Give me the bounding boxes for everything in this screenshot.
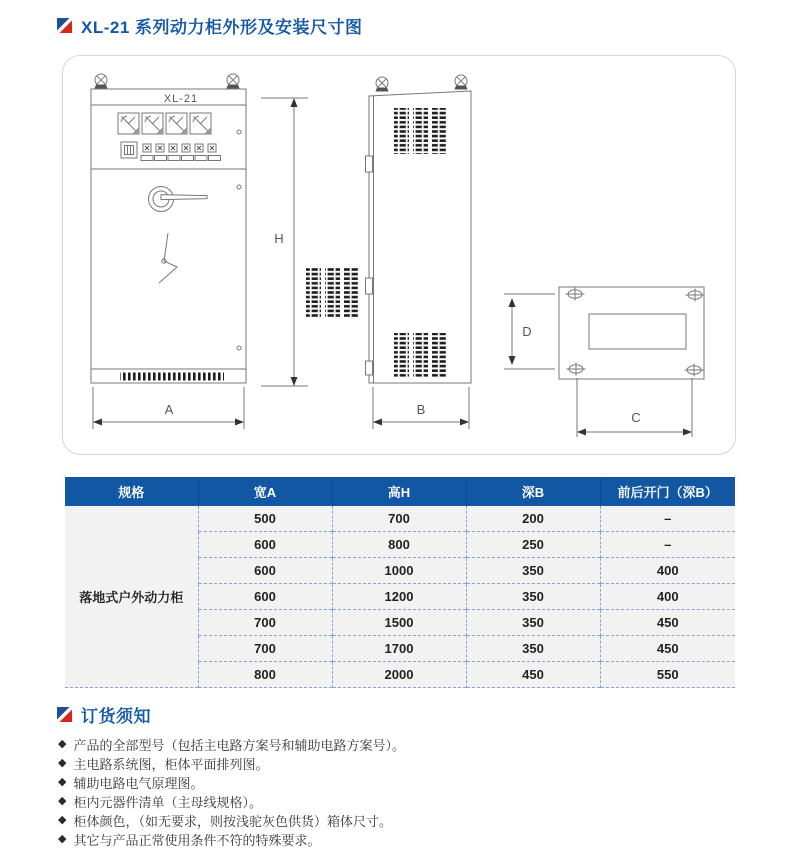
ordering-note-text: 主电路系统图，柜体平面排列图。 bbox=[73, 757, 269, 772]
dimension-a bbox=[93, 387, 244, 429]
table-row bbox=[65, 506, 735, 532]
cell-width-a: 700 bbox=[198, 636, 332, 662]
cell-door-depth: 450 bbox=[600, 610, 735, 636]
cell-height-h: 1000 bbox=[332, 558, 466, 584]
list-item bbox=[58, 811, 405, 830]
cell-door-depth: – bbox=[600, 506, 735, 532]
cell-height-h: 1700 bbox=[332, 636, 466, 662]
base-plan-view bbox=[559, 287, 705, 379]
cell-door-depth: 400 bbox=[600, 558, 735, 584]
cabinet-dimension-drawing bbox=[63, 56, 735, 454]
section-header-dimensions bbox=[57, 13, 363, 38]
technical-drawing-panel bbox=[62, 55, 736, 455]
cell-door-depth: 400 bbox=[600, 584, 735, 610]
dimension-b bbox=[373, 387, 469, 429]
indicator-row bbox=[121, 142, 221, 161]
dim-label-b: B bbox=[416, 402, 426, 417]
ordering-note-text: 柜内元器件清单（主母线规格）。 bbox=[73, 795, 262, 810]
dimension-table bbox=[65, 477, 735, 688]
ordering-notes-title: 订货须知 bbox=[81, 707, 151, 726]
side-view bbox=[366, 75, 472, 383]
ordering-note-text: 柜体颜色，（如无要求，则按浅驼灰色供货）箱体尺寸。 bbox=[73, 814, 392, 829]
cell-width-a: 600 bbox=[198, 584, 332, 610]
cell-door-depth: – bbox=[600, 532, 735, 558]
dim-label-a: A bbox=[164, 402, 174, 417]
diamond-bullet-icon: ◆ bbox=[58, 757, 67, 769]
dimension-d bbox=[504, 294, 555, 369]
cell-depth-b: 450 bbox=[466, 662, 600, 688]
cell-door-depth: 550 bbox=[600, 662, 735, 688]
cell-door-depth: 450 bbox=[600, 636, 735, 662]
col-header-door-depth: 前后开门（深B） bbox=[600, 477, 735, 506]
bottom-vent-grille bbox=[120, 373, 224, 381]
front-view bbox=[91, 74, 246, 383]
section-header-ordering bbox=[57, 702, 151, 727]
list-item bbox=[58, 754, 405, 773]
dim-label-c: C bbox=[631, 410, 641, 425]
cell-height-h: 700 bbox=[332, 506, 466, 532]
page-title: XL-21 系列动力柜外形及安装尺寸图 bbox=[81, 18, 363, 37]
col-header-depth-b: 深B bbox=[466, 477, 600, 506]
cell-depth-b: 200 bbox=[466, 506, 600, 532]
cell-height-h: 1200 bbox=[332, 584, 466, 610]
cell-depth-b: 350 bbox=[466, 558, 600, 584]
cell-width-a: 500 bbox=[198, 506, 332, 532]
dim-label-d: D bbox=[522, 324, 532, 339]
cell-width-a: 700 bbox=[198, 610, 332, 636]
col-header-spec: 规格 bbox=[65, 477, 198, 506]
cabinet-model-label: XL-21 bbox=[163, 93, 199, 105]
dimension-c bbox=[577, 378, 692, 437]
cell-depth-b: 250 bbox=[466, 532, 600, 558]
meter-row bbox=[118, 113, 211, 134]
dimension-h bbox=[261, 98, 308, 386]
side-top-louvers bbox=[394, 108, 447, 154]
diamond-bullet-icon: ◆ bbox=[58, 738, 67, 750]
list-item bbox=[58, 830, 405, 849]
section-flag-icon bbox=[57, 707, 72, 722]
diamond-bullet-icon: ◆ bbox=[58, 833, 67, 845]
col-header-width-a: 宽A bbox=[198, 477, 332, 506]
cell-height-h: 800 bbox=[332, 532, 466, 558]
ordering-notes-list bbox=[58, 735, 405, 849]
cell-height-h: 2000 bbox=[332, 662, 466, 688]
diamond-bullet-icon: ◆ bbox=[58, 795, 67, 807]
list-item bbox=[58, 735, 405, 754]
diamond-bullet-icon: ◆ bbox=[58, 776, 67, 788]
door-handle bbox=[149, 187, 208, 212]
cell-depth-b: 350 bbox=[466, 584, 600, 610]
dim-label-h: H bbox=[274, 231, 284, 246]
side-bottom-louvers bbox=[394, 333, 447, 378]
list-item bbox=[58, 792, 405, 811]
door-lock-key bbox=[159, 233, 177, 283]
louver-vent-detail bbox=[306, 268, 359, 318]
ordering-note-text: 产品的全部型号（包括主电路方案号和辅助电路方案号）。 bbox=[73, 738, 405, 753]
diamond-bullet-icon: ◆ bbox=[58, 814, 67, 826]
cell-depth-b: 350 bbox=[466, 636, 600, 662]
cell-width-a: 600 bbox=[198, 558, 332, 584]
cell-width-a: 600 bbox=[198, 532, 332, 558]
cell-height-h: 1500 bbox=[332, 610, 466, 636]
spec-type-cell: 落地式户外动力柜 bbox=[65, 506, 198, 688]
section-flag-icon bbox=[57, 18, 72, 33]
cell-width-a: 800 bbox=[198, 662, 332, 688]
col-header-height-h: 高H bbox=[332, 477, 466, 506]
list-item bbox=[58, 773, 405, 792]
table-header-row bbox=[65, 477, 735, 506]
cell-depth-b: 350 bbox=[466, 610, 600, 636]
ordering-note-text: 其它与产品正常使用条件不符的特殊要求。 bbox=[73, 833, 321, 848]
ordering-note-text: 辅助电路电气原理图。 bbox=[73, 776, 204, 791]
